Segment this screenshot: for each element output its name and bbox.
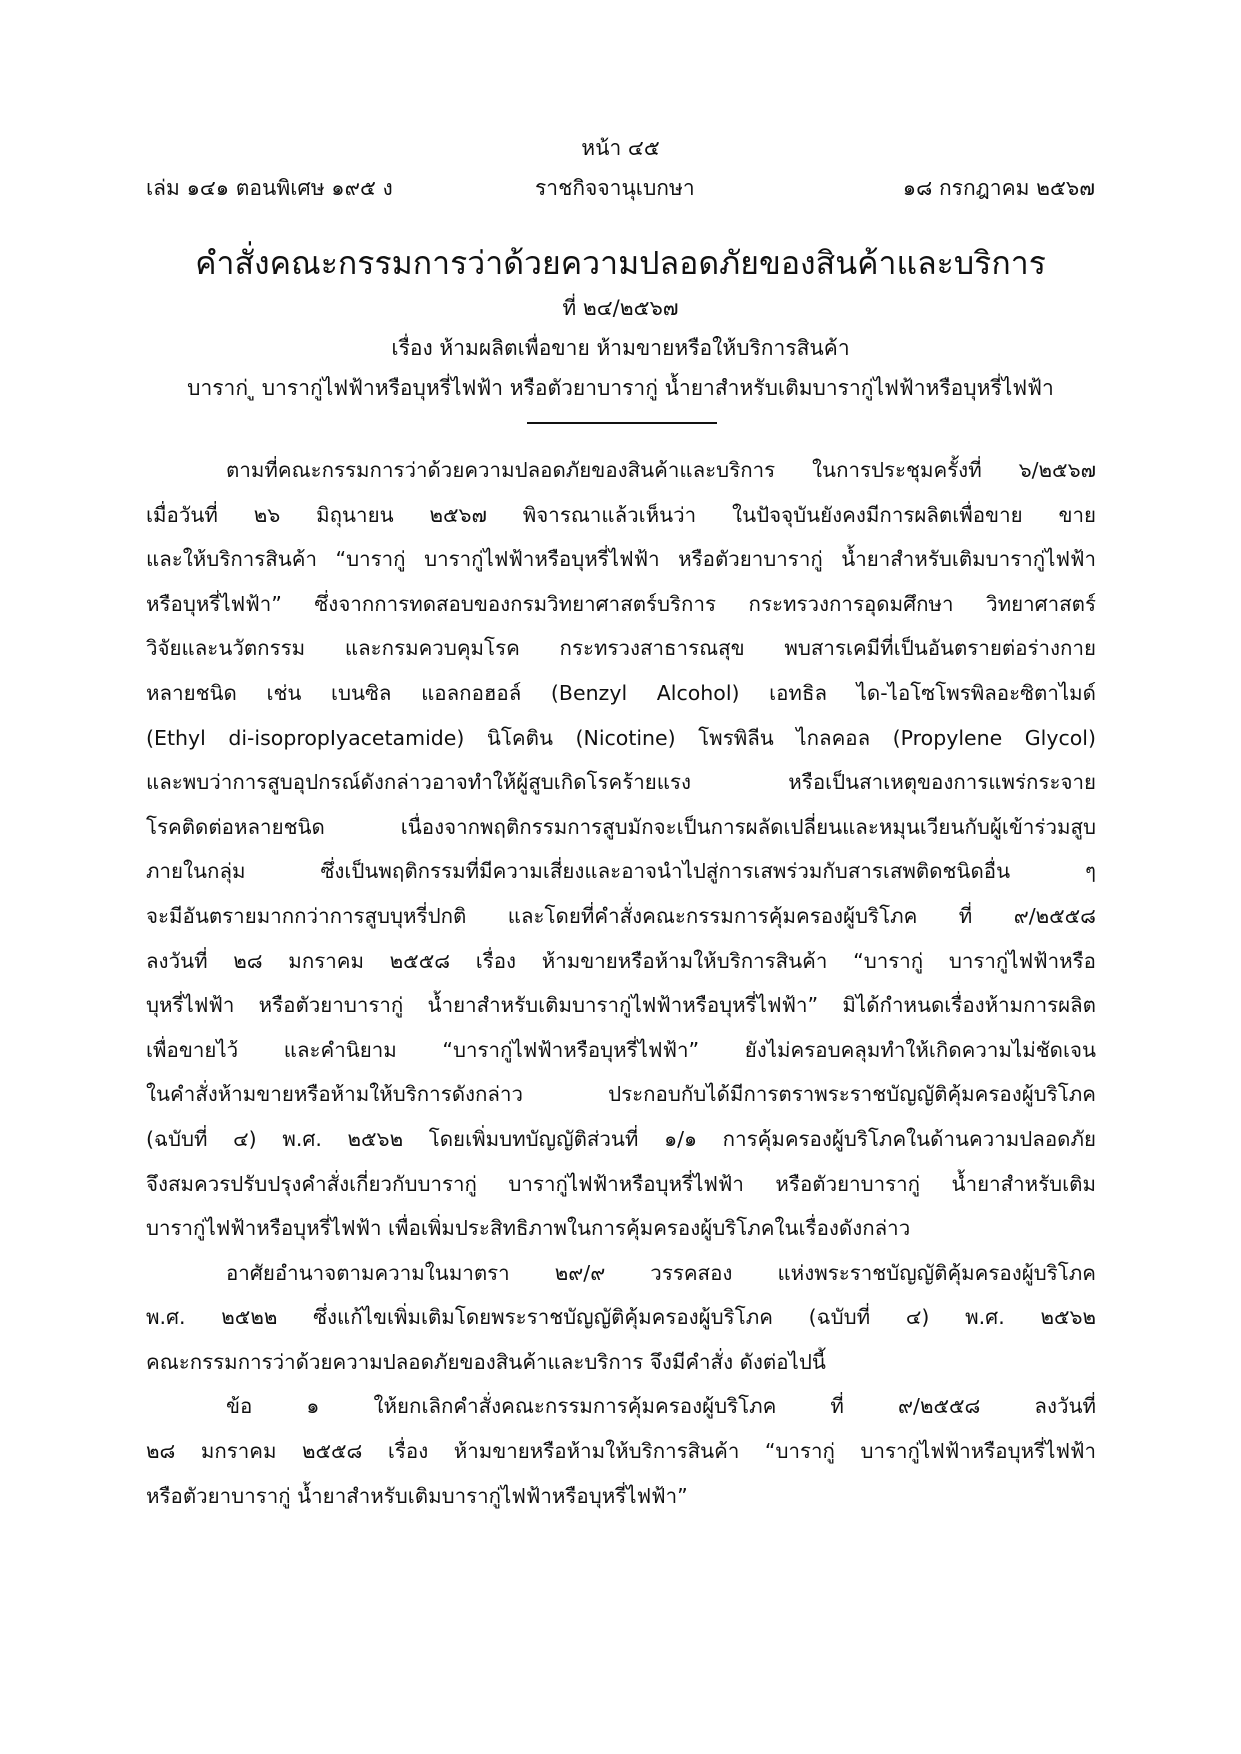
order-subject-line-2: บาราก่ ู บารากู่ไฟฟ้าหรือบุหรี่ไฟฟ้า หรือตัวยาบารากู่ น้ำยาสำหรับเติมบารากู่ไฟฟ้าหรือบุหรี่ไฟฟ้า	[187, 376, 1054, 400]
paragraph-line: ลงวันที่ ๒๘ มกราคม ๒๕๕๘ เรื่อง ห้ามขายหรือห้ามให้บริการสินค้า “บารากู่ บารากู่ไฟฟ้าหรือ	[146, 948, 1096, 973]
paragraph-line: หรือบุหรี่ไฟฟ้า” ซึ่งจากการทดสอบของกรมวิทยาศาสตร์บริการ กระทรวงการอุดมศึกษา วิทยาศาสตร์	[146, 591, 1096, 616]
paragraph-line: หรือตัวยาบารากู่ น้ำยาสำหรับเติมบารากู่ไฟฟ้าหรือบุหรี่ไฟฟ้า”	[146, 1483, 688, 1508]
paragraph-line: คณะกรรมการว่าด้วยความปลอดภัยของสินค้าและบริการ จึงมีคำสั่ง ดังต่อไปนี้	[146, 1349, 826, 1374]
paragraph-line: ข้อ ๑ ให้ยกเลิกคำสั่งคณะกรรมการคุ้มครองผู้บริโภค ที่ ๙/๒๕๕๘ ลงวันที่	[226, 1394, 1096, 1419]
paragraph-line: จึงสมควรปรับปรุงคำสั่งเกี่ยวกับบารากู่ บารากู่ไฟฟ้าหรือบุหรี่ไฟฟ้า หรือตัวยาบารากู่ น้ำยาสำหรับเติม	[146, 1171, 1096, 1196]
paragraph-line: หลายชนิด เช่น เบนซิล แอลกอฮอล์ (Benzyl Alcohol) เอทธิล ได-ไอโซโพรพิลอะซิตาไมด์	[146, 680, 1096, 705]
body-paragraph	[146, 1384, 1096, 1518]
paragraph-line: วิจัยและนวัตกรรม และกรมควบคุมโรค กระทรวงสาธารณสุข พบสารเคมีที่เป็นอันตรายต่อร่างกาย	[146, 636, 1096, 661]
paragraph-line: ภายในกลุ่ม ซึ่งเป็นพฤติกรรมที่มีความเสี่ยงและอาจนำไปสู่การเสพร่วมกับสารเสพติดชนิดอื่น ๆ	[146, 859, 1096, 884]
publication-date: ๑๘ กรกฎาคม ๒๕๖๗	[902, 176, 1095, 200]
paragraph-line: ตามที่คณะกรรมการว่าด้วยความปลอดภัยของสินค้าและบริการ ในการประชุมครั้งที่ ๖/๒๕๖๗	[226, 458, 1096, 482]
paragraph-line: พ.ศ. ๒๕๒๒ ซึ่งแก้ไขเพิ่มเติมโดยพระราชบัญญัติคุ้มครองผู้บริโภค (ฉบับที่ ๔) พ.ศ. ๒๕๖๒	[146, 1305, 1096, 1330]
paragraph-line: จะมีอันตรายมากกว่าการสูบบุหรี่ปกติ และโดยที่คำสั่งคณะกรรมการคุ้มครองผู้บริโภค ที่ ๙/๒๕๕๘	[146, 903, 1096, 928]
paragraph-line: อาศัยอำนาจตามความในมาตรา ๒๙/๙ วรรคสอง แห่งพระราชบัญญัติคุ้มครองผู้บริโภค	[226, 1260, 1096, 1285]
paragraph-line: บารากู่ไฟฟ้าหรือบุหรี่ไฟฟ้า เพื่อเพิ่มประสิทธิภาพในการคุ้มครองผู้บริโภคในเรื่องดังกล่าว	[146, 1216, 911, 1241]
paragraph-line: และพบว่าการสูบอุปกรณ์ดังกล่าวอาจทำให้ผู้สูบเกิดโรคร้ายแรง หรือเป็นสาเหตุของการแพร่กระจาย	[146, 770, 1096, 795]
paragraph-line: (ฉบับที่ ๔) พ.ศ. ๒๕๖๒ โดยเพิ่มบทบัญญัติส่วนที่ ๑/๑ การคุ้มครองผู้บริโภคในด้านความปลอดภัย	[146, 1126, 1096, 1151]
order-number: ที่ ๒๔/๒๕๖๗	[562, 296, 679, 320]
paragraph-line: โรคติดต่อหลายชนิด เนื่องจากพฤติกรรมการสูบมักจะเป็นการผลัดเปลี่ยนและหมุนเวียนกับผู้เข้าร่วมสูบ	[146, 814, 1096, 839]
volume-issue: เล่ม ๑๔๑ ตอนพิเศษ ๑๙๕ ง	[146, 176, 393, 200]
page-number: หน้า ๔๕	[581, 136, 660, 160]
paragraph-line: ในคำสั่งห้ามขายหรือห้ามให้บริการดังกล่าว ประกอบกับได้มีการตราพระราชบัญญัติคุ้มครองผู้บริโภค	[146, 1082, 1096, 1107]
paragraph-line: และให้บริการสินค้า “บารากู่ บารากู่ไฟฟ้าหรือบุหรี่ไฟฟ้า หรือตัวยาบารากู่ น้ำยาสำหรับเติมบารากู่ไฟฟ้า	[146, 547, 1096, 572]
body-paragraph	[146, 1251, 1096, 1385]
paragraph-line: ๒๘ มกราคม ๒๕๕๘ เรื่อง ห้ามขายหรือห้ามให้บริการสินค้า “บารากู่ บารากู่ไฟฟ้าหรือบุหรี่ไฟฟ้า	[146, 1439, 1096, 1464]
title-divider	[527, 422, 717, 424]
body-paragraph	[146, 448, 1096, 1251]
order-body	[146, 448, 1096, 1518]
publication-name: ราชกิจจานุเบกษา	[535, 176, 695, 200]
paragraph-line: เมื่อวันที่ ๒๖ มิถุนายน ๒๕๖๗ พิจารณาแล้วเห็นว่า ในปัจจุบันยังคงมีการผลิตเพื่อขาย ขาย	[146, 502, 1096, 527]
order-subject-line-1: เรื่อง ห้ามผลิตเพื่อขาย ห้ามขายหรือให้บริการสินค้า	[391, 336, 850, 360]
paragraph-line: บุหรี่ไฟฟ้า หรือตัวยาบารากู่ น้ำยาสำหรับเติมบารากู่ไฟฟ้าหรือบุหรี่ไฟฟ้า” มิได้กำหนดเรื่องห้ามการผลิต	[146, 993, 1096, 1018]
paragraph-line: เพื่อขายไว้ และคำนิยาม “บารากู่ไฟฟ้าหรือบุหรี่ไฟฟ้า” ยังไม่ครอบคลุมทำให้เกิดความไม่ชัดเจน	[146, 1037, 1096, 1062]
paragraph-line: (Ethyl di-isopropIyacetamide) นิโคติน (Nicotine) โพรพิลีน ไกลคอล (Propylene Glycol)	[146, 725, 1096, 750]
order-title: คำสั่งคณะกรรมการว่าด้วยความปลอดภัยของสินค้าและบริการ	[195, 244, 1046, 282]
